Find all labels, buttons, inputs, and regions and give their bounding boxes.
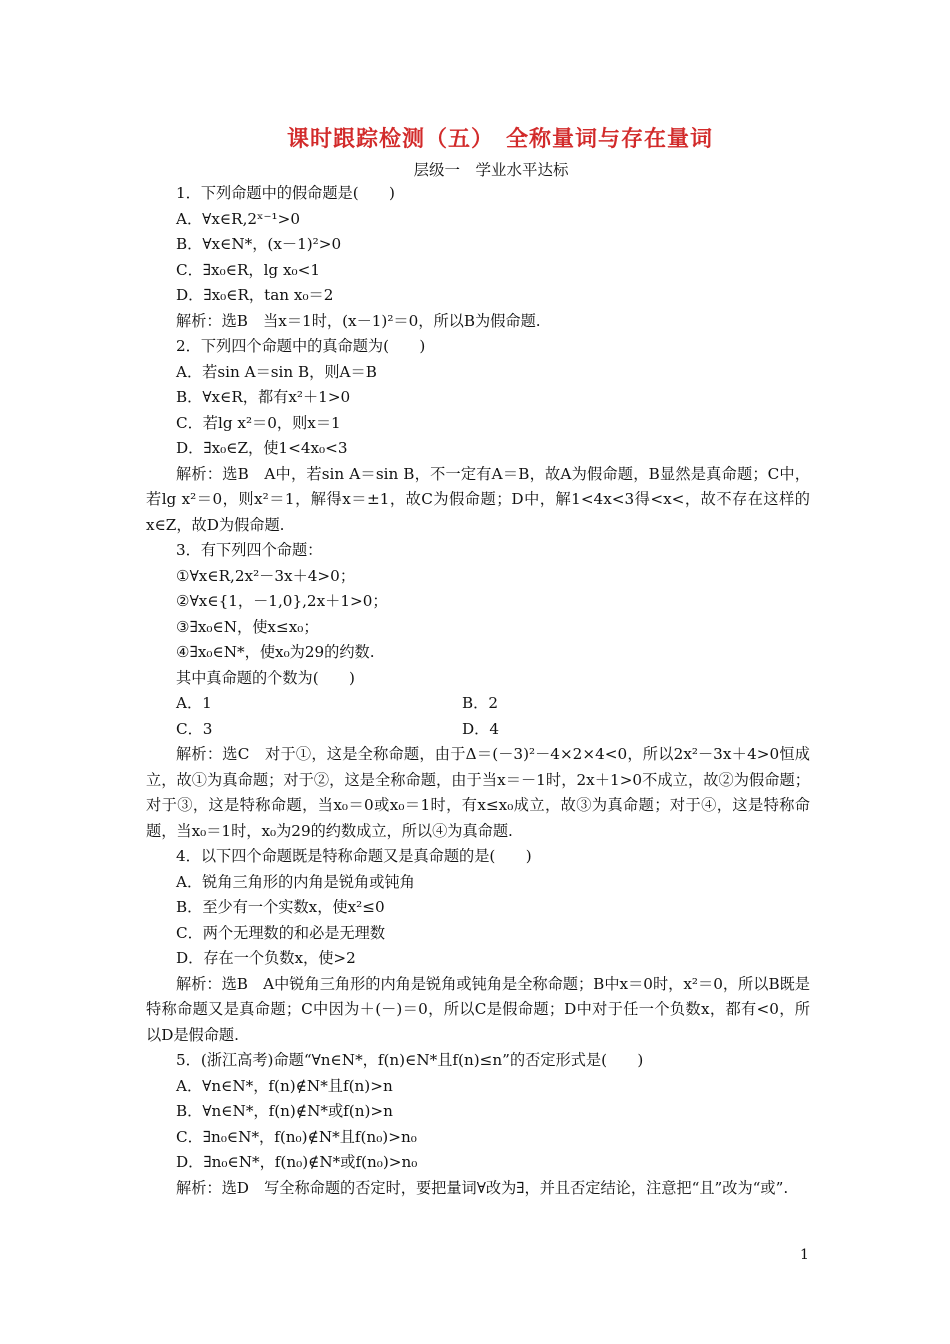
q1-solution: 解析：选B 当x＝1时，(x－1)²＝0，所以B为假命题. — [176, 311, 541, 330]
q1-option-d: D．∃x₀∈R，tan x₀＝2 — [176, 286, 334, 304]
q3-option-c: C．3 — [176, 719, 213, 738]
q1-option-a: A．∀x∈R,2ˣ⁻¹>0 — [176, 209, 300, 228]
q4-option-b: B．至少有一个实数x，使x²≤0 — [176, 898, 385, 916]
q5-option-c: C．∃n₀∈N*，f(n₀)∉N*且f(n₀)>n₀ — [176, 1127, 417, 1146]
q4-stem: 4．以下四个命题既是特称命题又是真命题的是( ) — [176, 847, 532, 865]
q3-proposition-2: ②∀x∈{1，－1,0},2x＋1>0； — [176, 592, 388, 610]
q3-options-row-2 — [146, 717, 810, 743]
q3-options-row-1 — [146, 691, 810, 717]
q3-stem: 3．有下列四个命题： — [176, 541, 323, 559]
q2-solution: 解析：选B A中，若sin A＝sin B，不一定有A＝B，故A为假命题，B显然是真命题；C中，若lg x²＝0，则x²＝1，解得x＝±1，故C为假命题；D中，解1<4x<3得<x<，故不存在这样的x∈Z，故D为假命题. — [146, 464, 810, 534]
q3-proposition-3: ③∃x₀∈N，使x≤x₀； — [176, 617, 319, 636]
q1-option-b: B．∀x∈N*，(x－1)²>0 — [176, 235, 342, 253]
q2-stem: 2．下列四个命题中的真命题为( ) — [176, 337, 426, 355]
q4-option-a: A．锐角三角形的内角是锐角或钝角 — [176, 872, 415, 891]
q2-option-c: C．若lg x²＝0，则x＝1 — [176, 413, 341, 432]
q5-solution: 解析：选D 写全称命题的否定时，要把量词∀改为∃，并且否定结论，注意把“且”改为“或”. — [176, 1178, 789, 1197]
q1-stem: 1．下列命题中的假命题是( ) — [176, 184, 395, 202]
q5-stem: 5．(浙江高考)命题“∀n∈N*，f(n)∈N*且f(n)≤n”的否定形式是( ) — [176, 1051, 644, 1069]
q5-option-d: D．∃n₀∈N*，f(n₀)∉N*或f(n₀)>n₀ — [176, 1153, 418, 1171]
q3-option-a: A．1 — [176, 694, 212, 712]
question-list — [146, 181, 810, 1201]
q2-option-b: B．∀x∈R，都有x²＋1>0 — [176, 388, 351, 406]
q3-option-d: D．4 — [462, 719, 500, 738]
q4-solution: 解析：选B A中锐角三角形的内角是锐角或钝角是全称命题；B中x＝0时，x²＝0，所以B既是特称命题又是真命题；C中因为＋(－)＝0，所以C是假命题；D中对于任一个负数x，都有<0，所以D是假命题. — [146, 974, 810, 1044]
q2-option-a: A．若sin A＝sin B，则A＝B — [176, 362, 377, 381]
page-title: 课时跟踪检测（五） 全称量词与存在量词 — [286, 127, 713, 152]
section-subtitle: 层级一 学业水平达标 — [413, 161, 569, 179]
q4-option-c: C．两个无理数的和必是无理数 — [176, 923, 386, 942]
q3-option-b: B．2 — [462, 694, 499, 712]
q3-ask: 其中真命题的个数为( ) — [176, 668, 355, 687]
q5-option-b: B．∀n∈N*，f(n)∉N*或f(n)>n — [176, 1102, 393, 1120]
q3-proposition-4: ④∃x₀∈N*，使x₀为29的约数. — [176, 643, 375, 661]
q3-proposition-1: ①∀x∈R,2x²－3x＋4>0； — [176, 566, 356, 585]
q1-option-c: C．∃x₀∈R，lg x₀<1 — [176, 260, 321, 279]
q3-solution: 解析：选C 对于①，这是全称命题，由于Δ＝(－3)²－4×2×4<0，所以2x²－3x＋4>0恒成立，故①为真命题；对于②，这是全称命题，由于当x＝－1时，2x＋1>0不成立，故②为假命题；对于③，这是特称命题，当x₀＝0或x₀＝1时，有x≤x₀成立，故③为真命题；对于④，这是特称命题，当x₀＝1时，x₀为29的约数成立，所以④为真命题. — [146, 745, 810, 840]
page-number: 1 — [800, 1247, 809, 1263]
q5-option-a: A．∀n∈N*，f(n)∉N*且f(n)>n — [176, 1076, 393, 1095]
q2-option-d: D．∃x₀∈Z，使1<4x₀<3 — [176, 439, 348, 457]
q4-option-d: D．存在一个负数x，使>2 — [176, 949, 356, 967]
